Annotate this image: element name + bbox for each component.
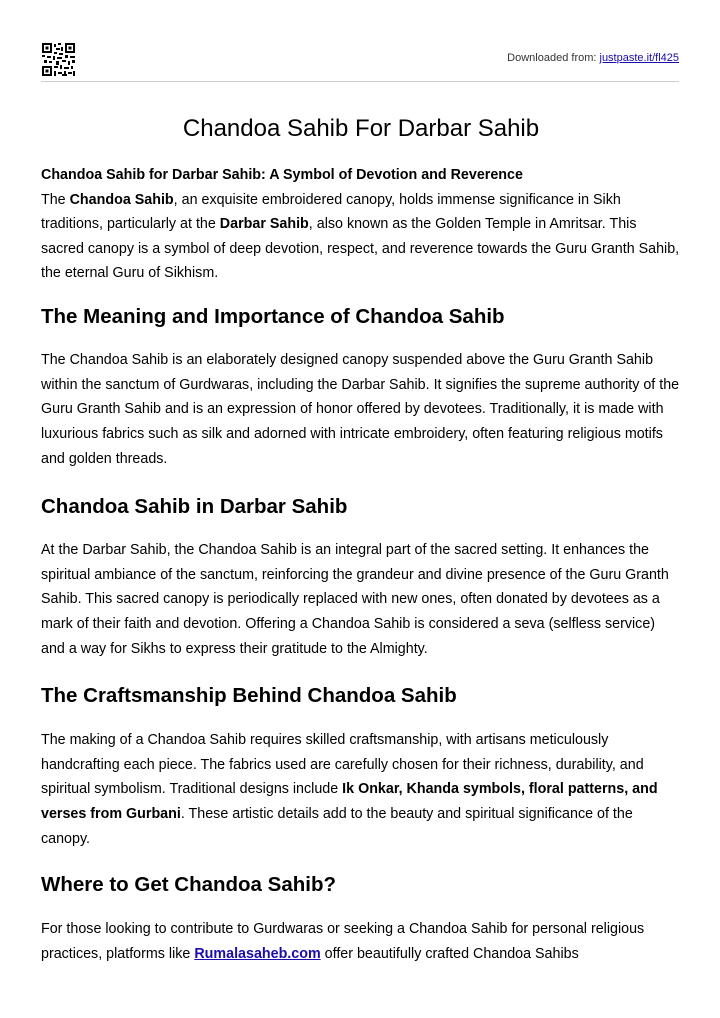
where-text-1: For those looking to contribute to Gurdwaras or seeking a Chandoa Sahib for personal religious practices, platforms like — [41, 921, 645, 962]
page-header — [0, 0, 720, 82]
craft-text-1: The making of a Chandoa Sahib requires skilled craftsmanship, with artisans meticulously handcrafting each piece. The fabrics used are carefully chosen for their richness, durability, and spiritual symbolism. Traditional designs include — [41, 732, 644, 798]
intro-bold-2: Darbar Sahib — [219, 216, 309, 232]
header-divider — [41, 81, 679, 82]
source-link[interactable]: justpaste.it/fl425 — [599, 52, 679, 64]
downloaded-prefix: Downloaded from: — [507, 52, 600, 64]
section-heading-meaning: The Meaning and Importance of Chandoa Sahib — [41, 305, 505, 328]
intro-text-1: The — [41, 191, 70, 208]
craft-text-2: . These artistic details add to the beauty and spiritual significance of the canopy. — [41, 806, 633, 847]
intro-text-3: , also known as the Golden Temple in Amritsar. This sacred canopy is a symbol of deep devotion, respect, and reverence towards the Guru Granth Sahib, the eternal Guru of Sikhism. — [41, 216, 680, 281]
section-text-craftsmanship — [41, 728, 681, 852]
section-heading-where: Where to Get Chandoa Sahib? — [41, 873, 336, 896]
craft-bold: Ik Onkar, Khanda symbols, floral patterns, and verses from Gurbani — [41, 781, 658, 823]
section-heading-craftsmanship: The Craftsmanship Behind Chandoa Sahib — [41, 684, 457, 707]
where-text-2: offer beautifully crafted Chandoa Sahibs — [320, 945, 579, 962]
section-text-darbar: At the Darbar Sahib, the Chandoa Sahib is an integral part of the sacred setting. It enhances the spiritual ambiance of the sanctum, reinforcing the grandeur and divine presence of the Guru Granth Sahib. This sacred canopy is periodically replaced with new ones, often donated by devotees as a mark of their faith and devotion. Offering a Chandoa Sahib is considered a seva (selfless service) and a way for Sikhs to express their gratitude to the Almighty. — [41, 542, 669, 657]
intro-bold-1: Chandoa Sahib — [69, 191, 174, 208]
rumalasaheb-link[interactable]: Rumalasaheb.com — [194, 945, 321, 962]
section-text-where — [41, 917, 681, 966]
page-title: Chandoa Sahib For Darbar Sahib — [182, 115, 540, 142]
intro-text-2: , an exquisite embroidered canopy, holds immense significance in Sikh traditions, particularly at the — [41, 191, 621, 232]
section-text-meaning: The Chandoa Sahib is an elaborately designed canopy suspended above the Guru Granth Sahib within the sanctum of Gurdwaras, including the Darbar Sahib. It signifies the supreme authority of the Guru Granth Sahib and is an expression of honor offered by devotees. Traditionally, it is made with luxurious fabrics such as silk and adorned with intricate embroidery, often featuring religious motifs and golden threads. — [41, 352, 680, 467]
downloaded-from — [507, 52, 679, 64]
section-heading-darbar: Chandoa Sahib in Darbar Sahib — [41, 495, 348, 518]
intro-lead: Chandoa Sahib for Darbar Sahib: A Symbol of Devotion and Reverence — [41, 167, 523, 183]
qr-code-icon — [42, 43, 75, 76]
intro-paragraph — [41, 163, 681, 286]
